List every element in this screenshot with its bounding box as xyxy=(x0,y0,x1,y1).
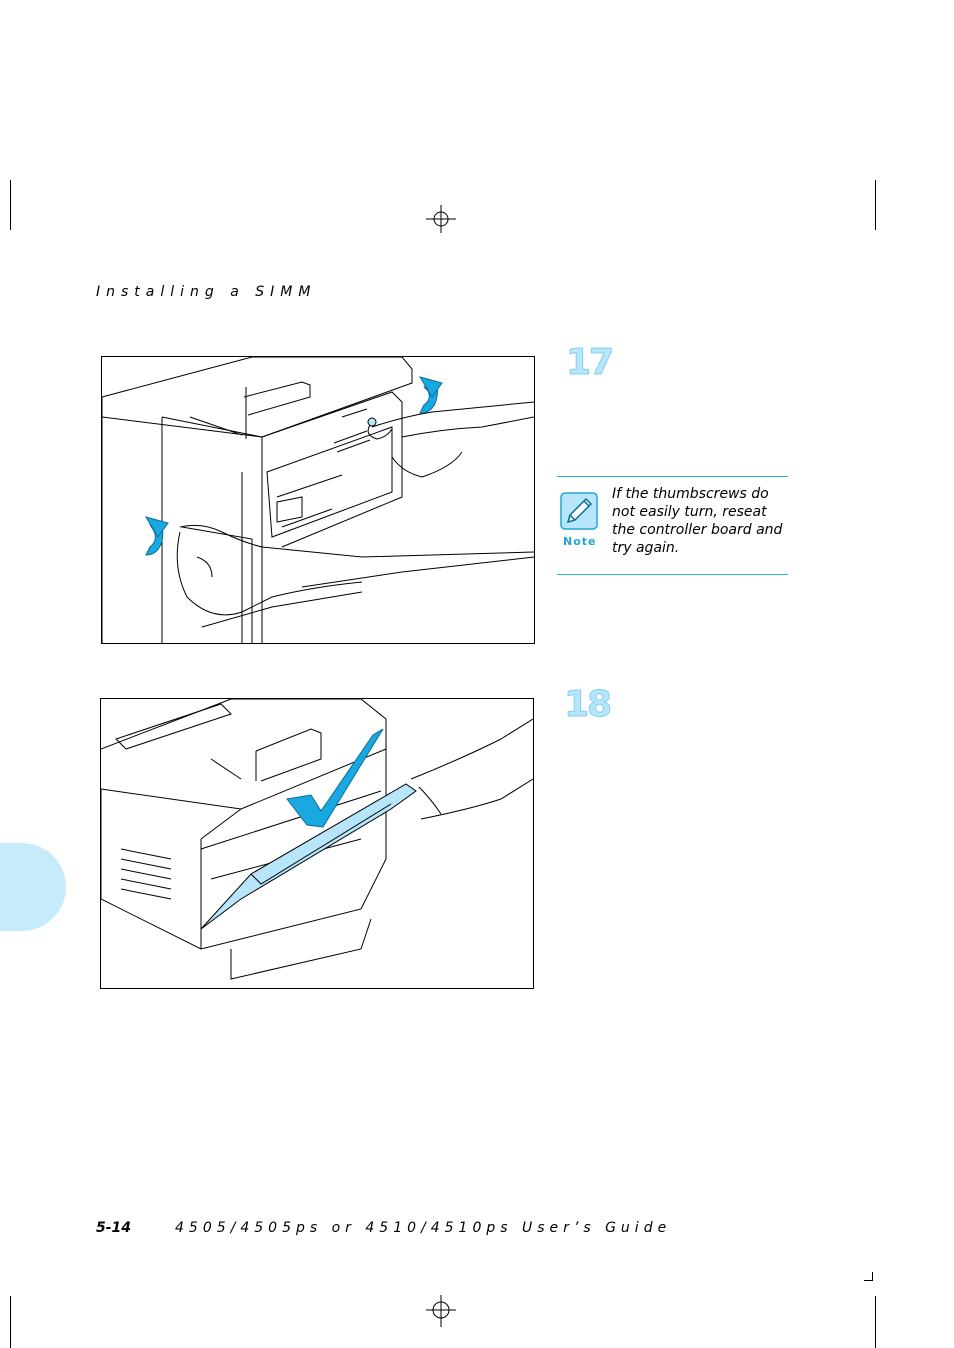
figure-replace-cover xyxy=(100,698,534,989)
figure-tighten-thumbscrews xyxy=(101,356,535,644)
note-label: Note xyxy=(563,535,597,548)
page-number: 5-14 xyxy=(96,1220,132,1236)
registration-mark-top xyxy=(424,205,458,239)
guide-title: 4505/4505ps or 4510/4510ps User’s Guide xyxy=(175,1220,672,1236)
note-text: If the thumbscrews do not easily turn, reseat the controller board and try again. xyxy=(612,486,783,556)
crop-mark-top-left xyxy=(10,180,11,230)
crop-mark-bottom-left xyxy=(10,1296,11,1348)
crop-mark-bottom-right xyxy=(875,1296,876,1348)
crop-mark-top-right xyxy=(875,180,876,230)
note-box xyxy=(560,492,598,530)
note-rule-top xyxy=(557,476,788,477)
running-header: Installing a SIMM xyxy=(96,284,317,300)
pencil-icon xyxy=(560,492,598,530)
step-number-18: 18 xyxy=(564,684,611,725)
note-rule-bottom xyxy=(557,574,788,575)
corner-mark-bottom-right xyxy=(864,1272,873,1281)
step-number-17: 17 xyxy=(566,342,613,383)
registration-mark-bottom xyxy=(424,1295,458,1329)
printer-thumbscrew-illustration xyxy=(102,357,534,643)
chapter-tab xyxy=(0,843,66,931)
printer-cover-illustration xyxy=(101,699,533,988)
